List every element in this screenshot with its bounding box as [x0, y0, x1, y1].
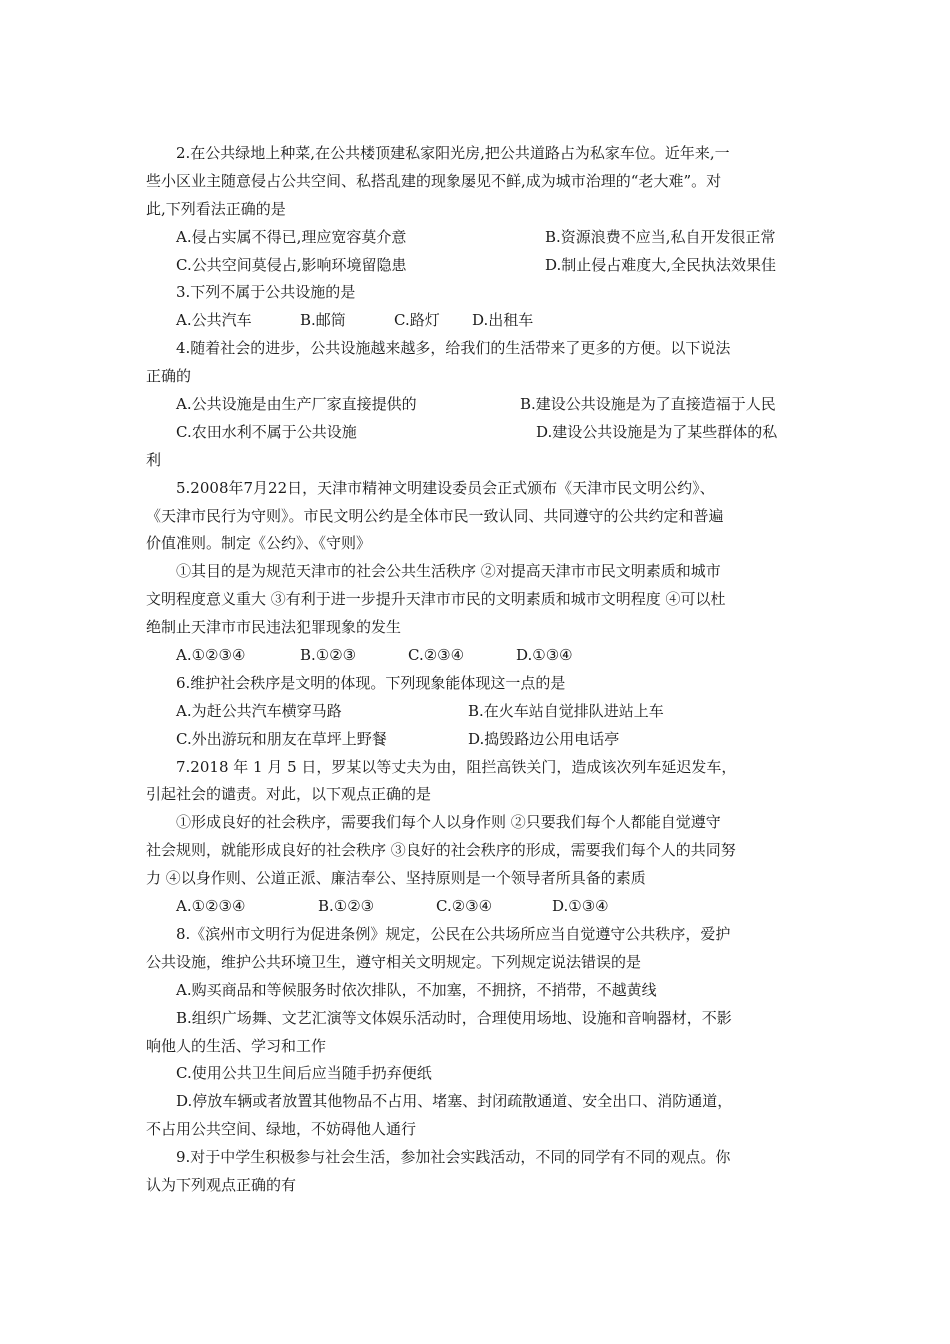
option-a: A.①②③④ [176, 897, 246, 916]
option-c: C.②③④ [436, 897, 493, 916]
question-4-option-d-cont: 利 [146, 450, 162, 469]
question-4-stem: 4.随着社会的进步，公共设施越来越多，给我们的生活带来了更多的方便。以下说法 [176, 339, 731, 358]
question-7-statements: ①形成良好的社会秩序，需要我们每个人以身作则 ②只要我们每个人都能自觉遵守 [176, 813, 721, 832]
option-c: C.外出游玩和朋友在草坪上野餐 [176, 729, 387, 748]
question-2-stem-cont: 些小区业主随意侵占公共空间、私搭乱建的现象屡见不鲜,成为城市治理的“老大难”。对 [146, 171, 722, 190]
question-4-options-row-2 [146, 419, 806, 447]
option-c: C.公共空间莫侵占,影响环境留隐患 [176, 255, 407, 274]
question-4-options-row-1 [146, 391, 806, 419]
document-page [146, 140, 806, 1200]
option-a: A.侵占实属不得已,理应宽容莫介意 [176, 227, 407, 246]
question-3-options [146, 307, 806, 335]
option-c: C.农田水利不属于公共设施 [176, 422, 357, 441]
option-b: B.在火车站自觉排队进站上车 [468, 701, 664, 720]
option-b: B.①②③ [300, 646, 357, 665]
option-c: C.使用公共卫生间后应当随手扔弃便纸 [176, 1064, 432, 1083]
option-b: B.组织广场舞、文艺汇演等文体娱乐活动时，合理使用场地、设施和音响器材，不影 [176, 1008, 732, 1027]
question-5-stem-cont: 《天津市民行为守则》。市民文明公约是全体市民一致认同、共同遵守的公共约定和普遍 [146, 506, 724, 525]
option-a: A.为赶公共汽车横穿马路 [176, 701, 342, 720]
option-b: B.建设公共设施是为了直接造福于人民 [520, 395, 776, 414]
question-6-stem: 6.维护社会秩序是文明的体现。下列现象能体现这一点的是 [176, 673, 566, 692]
question-5-stem-cont: 价值准则。制定《公约》、《守则》 [146, 534, 372, 553]
question-8-stem-cont: 公共设施，维护公共环境卫生，遵守相关文明规定。下列规定说法错误的是 [146, 952, 642, 971]
option-d: D.①③④ [552, 897, 609, 916]
option-d: D.捣毁路边公用电话亭 [468, 729, 620, 748]
option-a: A.公共汽车 [176, 311, 252, 330]
question-5-statements: ①其目的是为规范天津市的社会公共生活秩序 ②对提高天津市市民文明素质和城市 [176, 562, 721, 581]
question-7-statements-cont: 社会规则，就能形成良好的社会秩序 ③良好的社会秩序的形成，需要我们每个人的共同努 [146, 841, 736, 860]
option-a: A.公共设施是由生产厂家直接提供的 [176, 395, 417, 414]
option-b: B.邮筒 [300, 311, 346, 330]
question-7-stem-cont: 引起社会的谴责。对此，以下观点正确的是 [146, 785, 432, 804]
question-7-options [146, 893, 806, 921]
option-b-cont: 响他人的生活、学习和工作 [146, 1036, 327, 1055]
question-2-stem-cont: 此,下列看法正确的是 [146, 199, 286, 218]
option-c: C.路灯 [394, 311, 440, 330]
option-b: B.资源浪费不应当,私自开发很正常 [545, 227, 776, 246]
question-7-stem: 7.2018 年 1 月 5 日，罗某以等丈夫为由，阻拦高铁关门，造成该次列车延迟发车， [176, 757, 737, 776]
option-d: D.建设公共设施是为了某些群体的私 [536, 422, 778, 441]
question-8-stem: 8.《滨州市文明行为促进条例》规定，公民在公共场所应当自觉遵守公共秩序，爱护 [176, 924, 731, 943]
option-d: D.①③④ [516, 646, 573, 665]
question-7-statements-cont: 力 ④以身作则、公道正派、廉洁奉公、坚持原则是一个领导者所具备的素质 [146, 869, 646, 888]
option-d: D.出租车 [472, 311, 534, 330]
question-6-options-row-1 [146, 698, 806, 726]
question-5-stem: 5.2008年7月22日，天津市精神文明建设委员会正式颁布《天津市民文明公约》、 [176, 478, 715, 497]
question-5-statements-cont: 绝制止天津市市民违法犯罪现象的发生 [146, 618, 402, 637]
question-2-stem: 2.在公共绿地上种菜,在公共楼顶建私家阳光房,把公共道路占为私家车位。近年来,一 [176, 144, 730, 162]
option-d: D.停放车辆或者放置其他物品不占用、堵塞、封闭疏散通道、安全出口、消防通道， [176, 1092, 733, 1111]
question-3-stem: 3.下列不属于公共设施的是 [176, 283, 356, 302]
option-a: A.①②③④ [176, 646, 246, 665]
option-c: C.②③④ [408, 646, 465, 665]
question-9-stem: 9.对于中学生积极参与社会生活，参加社会实践活动，不同的同学有不同的观点。你 [176, 1148, 731, 1167]
option-d: D.制止侵占难度大,全民执法效果佳 [545, 255, 777, 274]
option-b: B.①②③ [318, 897, 375, 916]
question-4-stem-cont: 正确的 [146, 367, 192, 386]
option-d-cont: 不占用公共空间、绿地，不妨碍他人通行 [146, 1120, 417, 1139]
question-5-statements-cont: 文明程度意义重大 ③有利于进一步提升天津市市民的文明素质和城市文明程度 ④可以杜 [146, 590, 726, 609]
question-2-options-row-1 [146, 224, 806, 252]
question-9-stem-cont: 认为下列观点正确的有 [146, 1175, 297, 1194]
option-a: A.购买商品和等候服务时依次排队，不加塞，不拥挤，不捎带，不越黄线 [176, 980, 657, 999]
question-2-options-row-2 [146, 252, 806, 280]
question-5-options [146, 642, 806, 670]
question-6-options-row-2 [146, 726, 806, 754]
